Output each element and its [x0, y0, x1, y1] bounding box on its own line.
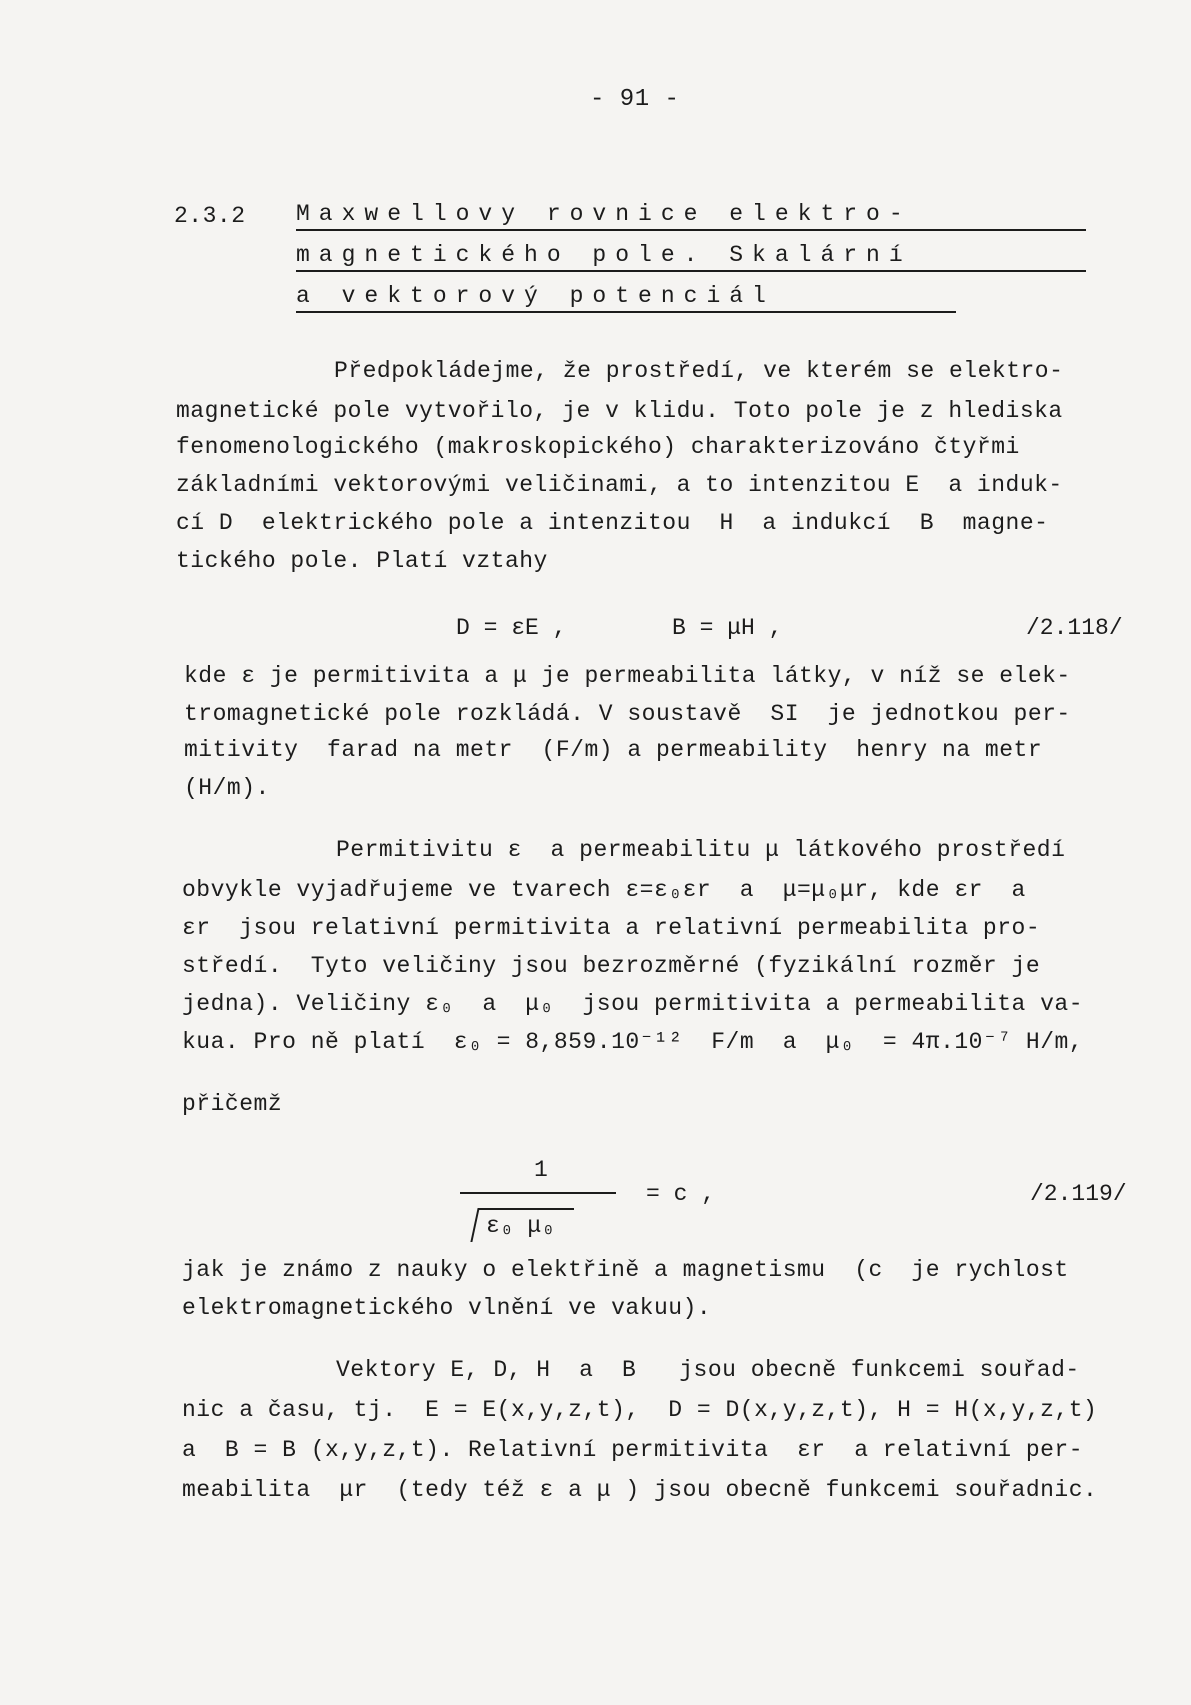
para1-line-2: magnetické pole vytvořilo, je v klidu. Toto pole je z hlediska [176, 398, 1063, 424]
para4-line-2: elektromagnetického vlnění ve vakuu). [182, 1295, 712, 1321]
eq119-rhs: = c , [646, 1181, 716, 1207]
para3-line-7: přičemž [182, 1091, 283, 1117]
para2-line-1: kde ε je permitivita a μ je permeabilita látky, v níž se elek- [184, 663, 1071, 689]
eq118-number: /2.118/ [1026, 615, 1123, 641]
eq119-numerator: 1 [534, 1157, 548, 1183]
sqrt-bar [478, 1208, 574, 1210]
para1-line-5: cí D elektrického pole a intenzitou H a indukcí B magne- [176, 510, 1049, 536]
section-title-line-1: Maxwellovy rovnice elektro- [296, 201, 912, 227]
para2-line-2: tromagnetické pole rozkládá. V soustavě SI je jednotkou per- [184, 701, 1071, 727]
para3-line-5: jedna). Veličiny ε₀ a μ₀ jsou permitivita a permeabilita va- [182, 991, 1084, 1017]
para2-line-3: mitivity farad na metr (F/m) a permeability henry na metr [184, 737, 1043, 763]
eq119-number: /2.119/ [1030, 1181, 1127, 1207]
title-underline-2 [296, 270, 1086, 272]
para3-line-3: εr jsou relativní permitivita a relativní permeabilita pro- [182, 915, 1041, 941]
section-title-line-3: a vektorový potenciál [296, 283, 775, 309]
para1-line-6: tického pole. Platí vztahy [176, 548, 548, 574]
para3-line-1: Permitivitu ε a permeabilitu μ látkového prostředí [336, 837, 1066, 863]
page-number: - 91 - [590, 86, 680, 113]
para2-line-4: (H/m). [184, 775, 270, 801]
para4-line-1: jak je známo z nauky o elektřině a magnetismu (c je rychlost [182, 1257, 1069, 1283]
para1-line-4: základními vektorovými veličinami, a to intenzitou E a induk- [176, 472, 1063, 498]
para3-line-4: středí. Tyto veličiny jsou bezrozměrné (fyzikální rozměr je [182, 953, 1041, 979]
para5-line-1: Vektory E, D, H a B jsou obecně funkcemi souřad- [336, 1357, 1080, 1383]
para1-line-3: fenomenologického (makroskopického) charakterizováno čtyřmi [176, 434, 1020, 460]
eq118-left: D = εE , [456, 615, 567, 641]
para5-line-2: nic a času, tj. E = E(x,y,z,t), D = D(x,y,z,t), H = H(x,y,z,t) [182, 1397, 1098, 1423]
para1-line-1: Předpokládejme, že prostředí, ve kterém se elektro- [334, 358, 1064, 384]
para3-line-6: kua. Pro ně platí ε₀ = 8,859.10⁻¹² F/m a μ₀ = 4π.10⁻⁷ H/m, [182, 1029, 1084, 1055]
para3-line-2: obvykle vyjadřujeme ve tvarech ε=ε₀εr a μ=μ₀μr, kde εr a [182, 877, 1026, 903]
para5-line-4: meabilita μr (tedy též ε a μ ) jsou obecně funkcemi souřadnic. [182, 1477, 1098, 1503]
eq119-denominator: ε₀ μ₀ [486, 1213, 556, 1239]
section-title-line-2: magnetického pole. Skalární [296, 242, 912, 268]
eq118-right: B = μH , [672, 615, 783, 641]
section-number: 2.3.2 [174, 203, 246, 229]
sqrt-sign [470, 1208, 479, 1242]
title-underline-1 [296, 229, 1086, 231]
para5-line-3: a B = B (x,y,z,t). Relativní permitivita εr a relativní per- [182, 1437, 1084, 1463]
eq119-fraction-bar [460, 1192, 616, 1194]
title-underline-3 [296, 311, 956, 313]
